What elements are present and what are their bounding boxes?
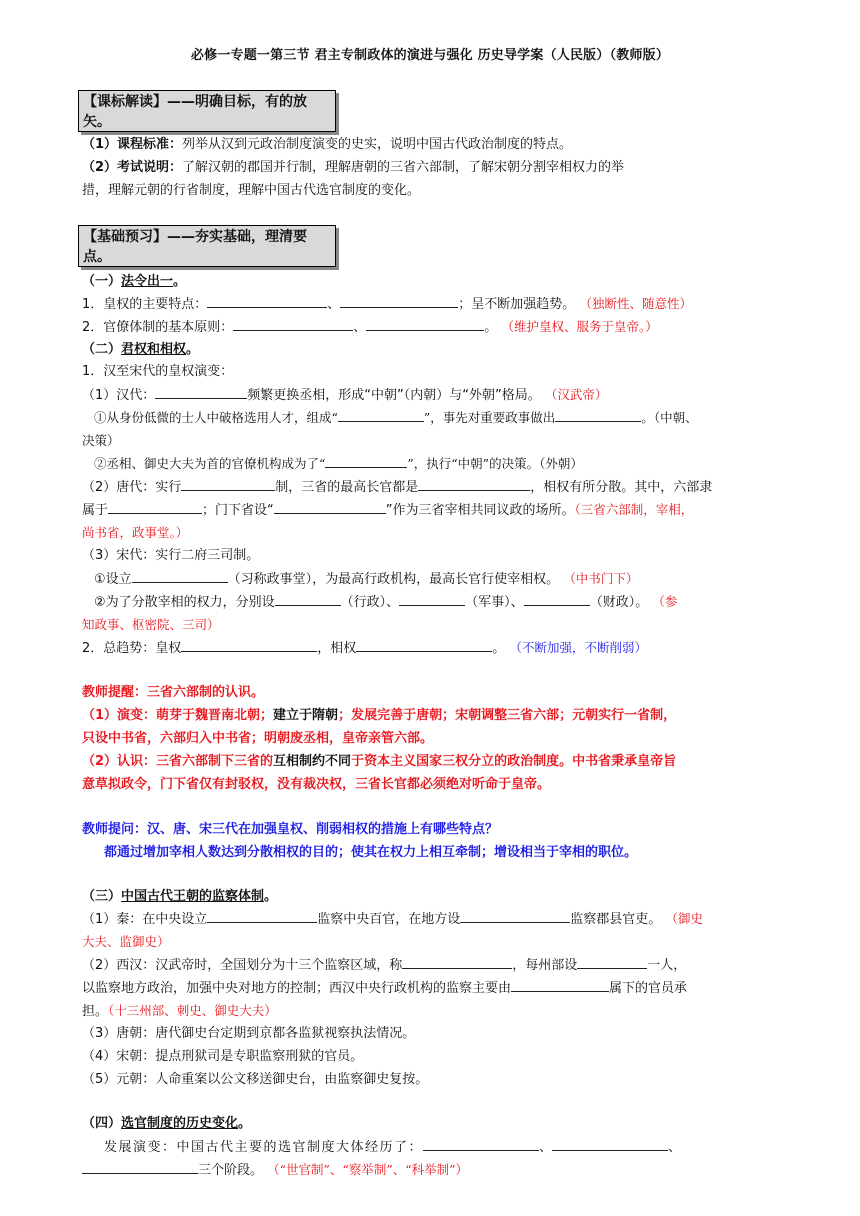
section-box-curriculum — [78, 90, 336, 132]
q-text: ”作为三省宰相共同议政的场所。 — [385, 503, 575, 518]
answer-blank[interactable] — [181, 477, 275, 491]
exam-description-line-2 — [82, 181, 420, 201]
q-text: （2）西汉：汉武帝时，全国划分为十三个监察区域，称 — [82, 958, 403, 973]
heading-number: （三） — [82, 889, 122, 904]
tip-text: 建立于隋朝 — [273, 708, 339, 723]
question-line — [104, 1137, 681, 1158]
answer-text: （维护皇权、服务于皇帝。） — [501, 319, 658, 334]
answer-blank[interactable] — [555, 408, 641, 422]
question-line — [82, 477, 712, 498]
answer-line — [82, 932, 170, 953]
q-text: 、 — [539, 1140, 553, 1155]
question-line — [82, 1160, 468, 1181]
q-text: 、 — [668, 1140, 682, 1155]
question-line — [94, 408, 698, 429]
answer-blank[interactable] — [524, 592, 590, 606]
q-text: 三个阶段。 — [198, 1163, 264, 1178]
answer-text: （十三州部、刺史、御史大夫） — [108, 1003, 277, 1018]
answer-blank[interactable] — [207, 909, 317, 923]
q-text: 一人， — [647, 958, 687, 973]
tip-text: （2）认识：三省六部制下三省的 — [82, 754, 274, 769]
q-text: ”，执行“中朝”的决策。（外朝） — [407, 456, 583, 471]
answer-text: 大夫、监御史） — [82, 934, 170, 949]
answer-text: （中书门下） — [563, 571, 639, 586]
q-text: 属于 — [82, 503, 109, 518]
q-text: ，每州部设 — [512, 958, 578, 973]
answer-blank[interactable] — [82, 1160, 198, 1174]
question-line — [82, 638, 647, 659]
answer-blank[interactable] — [402, 955, 512, 969]
box-line: 【课标解读】——明确目标，有的放 — [83, 94, 307, 110]
q-text: （2）唐代：实行 — [82, 480, 182, 495]
question-line — [82, 500, 693, 521]
q-text: 属下的官员承 — [609, 981, 688, 996]
question-line — [94, 454, 583, 475]
answer-text: 尚书省，政事堂。） — [82, 525, 189, 540]
q-text: 发展演变：中国古代主要的选官制度大体经历了： — [104, 1140, 424, 1155]
teacher-tip-line: 意草拟政令，门下省仅有封驳权，没有裁决权，三省长官都必须绝对听命于皇帝。 — [82, 777, 551, 792]
teacher-tip-line — [82, 752, 676, 772]
answer-text: （不断加强，不断削弱） — [509, 640, 647, 655]
q-text: 制，三省的最高长官都是 — [275, 480, 419, 495]
answer-text: （独断性、随意性） — [579, 296, 692, 311]
q-text: 监察中央百官，在地方设 — [317, 912, 461, 927]
answer-blank[interactable] — [275, 592, 341, 606]
teacher-question: 教师提问：汉、唐、宋三代在加强皇权、削弱相权的措施上有哪些特点？ — [82, 822, 499, 837]
question-line — [82, 978, 687, 999]
text: 列举从汉到元政治制度演变的史实，说明中国古代政治制度的特点。 — [182, 137, 573, 152]
section-heading-4: （四）选官制度的历史变化。 — [82, 1116, 252, 1131]
box-line: 点。 — [83, 249, 111, 265]
answer-blank[interactable] — [423, 1137, 539, 1151]
q-text: 。 — [492, 641, 506, 656]
teacher-tip-title: 教师提醒：三省六部制的认识。 — [82, 685, 265, 700]
heading-number: （二） — [82, 342, 122, 357]
answer-blank[interactable] — [340, 294, 458, 308]
question-line — [82, 955, 686, 976]
q-text: ，相权有所分散。其中，六部隶 — [530, 480, 713, 495]
q-text: ；呈不断加强趋势。 — [458, 297, 576, 312]
q-text: 2．总趋势：皇权 — [82, 641, 182, 656]
q-text: ②丞相、御史大夫为首的官僚机构成为了“ — [94, 456, 326, 471]
q-text: 1．皇权的主要特点： — [82, 297, 208, 312]
tip-text: 于资本主义国家三权分立的政治制度。中书省秉承皇帝旨 — [351, 754, 677, 769]
q-text: （行政）、 — [340, 595, 400, 610]
answer-blank[interactable] — [552, 1137, 668, 1151]
q-text: ①从身份低微的士人中破格选用人才，组成“ — [94, 410, 338, 425]
text-line: （4）宋朝：提点刑狱司是专职监察刑狱的官员。 — [82, 1049, 364, 1064]
answer-line — [82, 523, 188, 544]
q-text: 决策） — [82, 433, 120, 448]
label: （2）考试说明： — [82, 160, 183, 175]
section-heading-1: （一）法令出一。 — [82, 274, 187, 289]
question-line — [82, 385, 607, 406]
answer-text: （御史 — [665, 911, 703, 926]
q-text: 、 — [353, 320, 367, 335]
heading-text: 中国古代王朝的监察体制 — [121, 889, 265, 904]
q-text: 。（中朝、 — [641, 410, 698, 425]
q-text: （军事）、 — [465, 595, 524, 610]
exam-description-line — [82, 158, 624, 178]
text: 了解汉朝的郡国并行制，理解唐朝的三省六部制，了解宋朝分割宰相权力的举 — [182, 160, 625, 175]
heading-number: （四） — [82, 1116, 122, 1131]
answer-text: （汉武帝） — [544, 387, 608, 402]
question-line — [82, 431, 120, 452]
section-box-preview — [78, 225, 336, 267]
q-text: 2．官僚体制的基本原则： — [82, 320, 234, 335]
answer-blank[interactable] — [155, 385, 247, 399]
answer-blank[interactable] — [511, 978, 609, 992]
answer-blank[interactable] — [233, 317, 353, 331]
section-heading-3: （三）中国古代王朝的监察体制。 — [82, 889, 278, 904]
text: 措，理解元朝的行省制度，理解中国古代选官制度的变化。 — [82, 183, 421, 198]
answer-blank[interactable] — [132, 569, 228, 583]
heading-text: 君权和相权 — [121, 342, 187, 357]
answer-blank[interactable] — [274, 500, 386, 514]
q-text: ；门下省设“ — [202, 503, 274, 518]
answer-blank[interactable] — [207, 294, 327, 308]
answer-text: 知政事、枢密院、三司） — [82, 617, 220, 632]
answer-blank[interactable] — [181, 638, 317, 652]
answer-blank[interactable] — [418, 477, 530, 491]
tip-text: 互相制约不同 — [273, 754, 352, 769]
label: （1）课程标准： — [82, 137, 183, 152]
curriculum-standard-line — [82, 135, 572, 155]
text-line: （3）宋代：实行二府三司制。 — [82, 548, 260, 563]
answer-text: （“世官制”、“察举制”、“科举制”） — [267, 1162, 468, 1177]
question-line — [94, 592, 677, 613]
heading-text: 选官制度的历史变化 — [121, 1116, 239, 1131]
q-text: 以监察地方政治，加强中央对地方的控制；西汉中央行政机构的监察主要由 — [82, 981, 512, 996]
box-line: 矢。 — [83, 114, 111, 130]
q-text: 监察郡县官吏。 — [570, 912, 662, 927]
text-line: 1．汉至宋代的皇权演变： — [82, 364, 234, 379]
teacher-answer: 都通过增加宰相人数达到分散相权的目的；使其在权力上相互牵制；增设相当于宰相的职位。 — [104, 845, 638, 860]
q-text: 。 — [484, 320, 498, 335]
answer-blank[interactable] — [325, 454, 407, 468]
q-text: ”，事先对重要政事做出 — [423, 410, 556, 425]
teacher-tip-line — [82, 706, 676, 726]
section-heading-2: （二）君权和相权。 — [82, 342, 200, 357]
q-text: （1）秦：在中央设立 — [82, 912, 208, 927]
q-text: ①设立 — [94, 572, 132, 587]
q-text: ，相权 — [317, 641, 357, 656]
heading-text: 法令出一 — [121, 274, 174, 289]
answer-text: （参 — [652, 594, 678, 609]
q-text: 担。 — [82, 1004, 109, 1019]
text-line: （5）元朝：人命重案以公文移送御史台，由监察御史复按。 — [82, 1072, 429, 1087]
question-line — [82, 294, 692, 315]
question-line — [94, 569, 638, 590]
box-line: 【基础预习】——夯实基础，理清要 — [83, 229, 307, 245]
q-text: 频繁更换丞相，形成“中朝”（内朝）与“外朝”格局。 — [247, 388, 541, 403]
q-text: （财政）。 — [589, 595, 649, 610]
answer-blank[interactable] — [108, 500, 202, 514]
teacher-tip-line: 只设中书省，六部归入中书省；明朝废丞相，皇帝亲管六部。 — [82, 731, 434, 746]
answer-blank[interactable] — [577, 955, 647, 969]
document-title: 必修一专题一第三节 君主专制政体的演进与强化 历史导学案（人民版）（教师版） — [190, 48, 670, 63]
answer-blank[interactable] — [356, 638, 492, 652]
q-text: ②为了分散宰相的权力，分别设 — [94, 595, 275, 610]
tip-text: （1）演变：萌芽于魏晋南北朝； — [82, 708, 274, 723]
answer-text: （三省六部制，宰相， — [574, 502, 694, 517]
answer-blank[interactable] — [338, 408, 424, 422]
answer-blank[interactable] — [366, 317, 484, 331]
question-line — [82, 909, 703, 930]
tip-text: ；发展完善于唐朝；宋朝调整三省六部；元朝实行一省制， — [338, 708, 677, 723]
answer-blank[interactable] — [460, 909, 570, 923]
q-text: 、 — [327, 297, 341, 312]
q-text: （1）汉代： — [82, 388, 156, 403]
question-line — [82, 1001, 277, 1022]
answer-line — [82, 615, 220, 636]
answer-blank[interactable] — [399, 592, 465, 606]
text-line: （3）唐朝：唐代御史台定期到京都各监狱视察执法情况。 — [82, 1026, 416, 1041]
q-text: （习称政事堂），为最高行政机构，最高长官行使宰相权。 — [227, 572, 560, 587]
heading-number: （一） — [82, 274, 122, 289]
question-line — [82, 317, 658, 338]
